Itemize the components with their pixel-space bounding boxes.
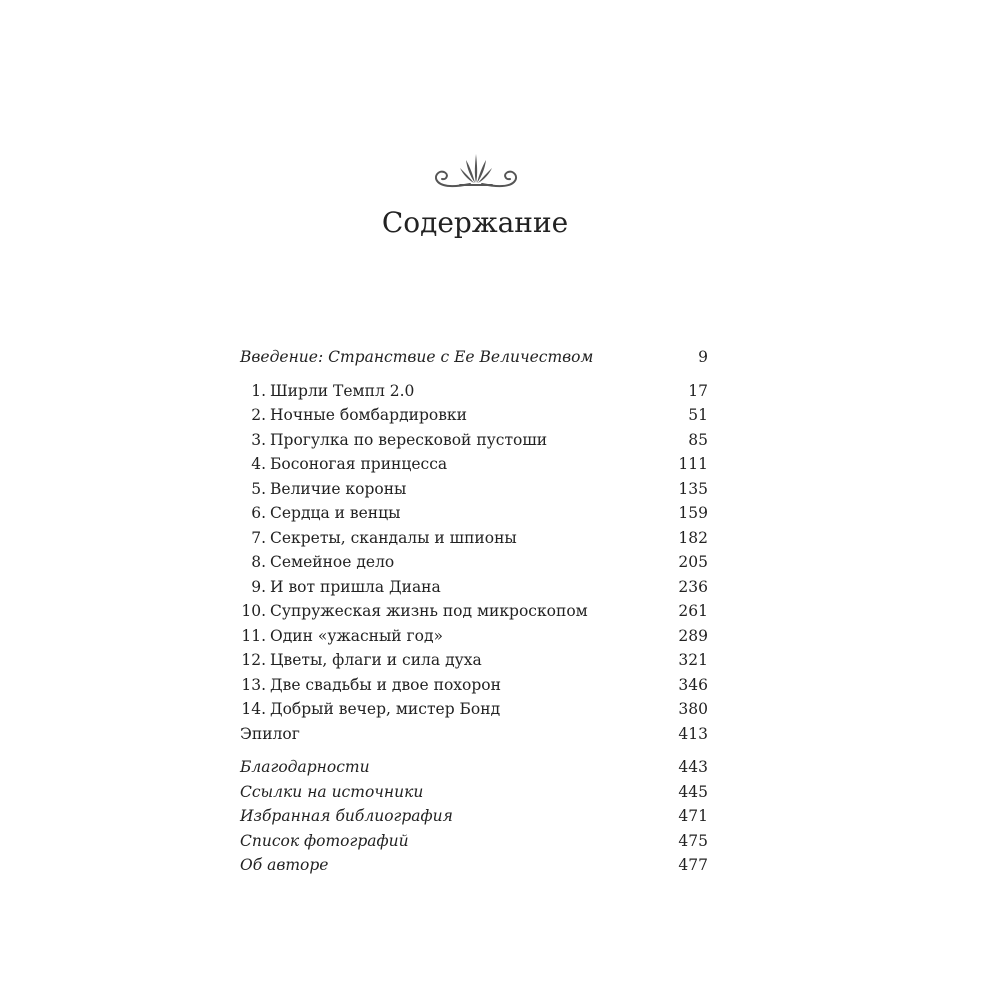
chapter-title: Супружеская жизнь под микроскопом: [270, 602, 588, 620]
page-title: Содержание: [381, 206, 569, 239]
flourish-ornament-icon: [430, 150, 522, 194]
toc-entry-page: 477: [678, 856, 708, 874]
toc-chapter-10: [240, 599, 708, 624]
chapter-page: 346: [678, 675, 708, 694]
chapter-title: Прогулка по вересковой пустоши: [270, 430, 548, 449]
chapter-number: 5.: [251, 479, 266, 498]
chapter-title: И вот пришла Диана: [270, 577, 441, 596]
chapter-title: Сердца и венцы: [270, 504, 401, 522]
toc-entry-intro: [240, 345, 708, 370]
chapter-number: 13.: [241, 675, 266, 694]
toc-chapter-2: [240, 403, 708, 428]
toc-chapter-5: [240, 477, 708, 502]
chapter-title: Секреты, скандалы и шпионы: [270, 528, 517, 547]
chapter-title: Цветы, флаги и сила духа: [270, 651, 482, 669]
chapter-page: 236: [678, 577, 708, 596]
chapter-number: 14.: [241, 700, 266, 718]
toc-entry-photo-list: [240, 829, 708, 854]
chapter-title: Величие короны: [270, 479, 407, 498]
toc-entry-page: 445: [678, 782, 708, 801]
chapter-page: 135: [678, 479, 708, 498]
toc-entry-page: 475: [678, 831, 708, 850]
table-of-contents: [240, 345, 708, 878]
chapter-title: Ночные бомбардировки: [270, 406, 467, 424]
chapter-title: Две свадьбы и двое похорон: [270, 675, 501, 694]
chapter-number: 4.: [251, 455, 266, 473]
chapter-title: Босоногая принцесса: [270, 455, 448, 473]
toc-chapter-12: [240, 648, 708, 673]
toc-entry-label: Избранная библиография: [240, 807, 453, 825]
chapter-number: 7.: [251, 528, 266, 547]
toc-chapter-8: [240, 550, 708, 575]
chapter-page: 111: [678, 455, 708, 473]
toc-entry-page: 413: [678, 724, 708, 743]
chapter-title: Добрый вечер, мистер Бонд: [270, 700, 501, 718]
toc-chapter-4: [240, 452, 708, 477]
toc-chapter-11: [240, 624, 708, 649]
toc-entry-page: 471: [678, 807, 708, 825]
chapter-title: Семейное дело: [270, 553, 395, 571]
chapter-page: 159: [678, 504, 708, 522]
toc-entry-bibliography: [240, 804, 708, 829]
toc-chapter-3: [240, 428, 708, 453]
chapter-number: 1.: [251, 381, 266, 400]
toc-entry-label: Эпилог: [240, 724, 300, 743]
chapter-number: 9.: [251, 577, 266, 596]
chapter-number: 6.: [251, 504, 266, 522]
toc-entry-label: Ссылки на источники: [240, 782, 424, 801]
toc-entry-about-author: [240, 853, 708, 878]
toc-entry-label: Об авторе: [240, 856, 329, 874]
toc-chapter-7: [240, 526, 708, 551]
toc-chapter-9: [240, 575, 708, 600]
chapter-title: Ширли Темпл 2.0: [270, 381, 415, 400]
chapter-title: Один «ужасный год»: [270, 626, 444, 645]
toc-entry-page: 9: [698, 348, 708, 366]
section-spacer: [240, 746, 708, 755]
chapter-number: 3.: [251, 430, 266, 449]
chapter-page: 321: [678, 651, 708, 669]
toc-chapter-14: [240, 697, 708, 722]
toc-entry-epilogue: [240, 722, 708, 747]
chapter-number: 8.: [251, 553, 266, 571]
toc-entry-source-notes: [240, 780, 708, 805]
toc-chapter-13: [240, 673, 708, 698]
section-spacer: [240, 370, 708, 379]
chapter-number: 2.: [251, 406, 266, 424]
toc-chapter-6: [240, 501, 708, 526]
toc-entry-label: Благодарности: [240, 758, 370, 776]
chapter-number: 12.: [241, 651, 266, 669]
chapter-page: 85: [688, 430, 708, 449]
chapter-page: 205: [678, 553, 708, 571]
toc-entry-label: Введение: Странствие с Ее Величеством: [240, 348, 594, 366]
toc-entry-acknowledgements: [240, 755, 708, 780]
chapter-page: 51: [688, 406, 708, 424]
toc-entry-label: Список фотографий: [240, 831, 409, 850]
chapter-number: 10.: [241, 602, 266, 620]
chapter-page: 17: [688, 381, 708, 400]
toc-chapter-1: [240, 379, 708, 404]
chapter-number: 11.: [241, 626, 266, 645]
toc-entry-page: 443: [678, 758, 708, 776]
chapter-page: 289: [678, 626, 708, 645]
chapter-page: 380: [678, 700, 708, 718]
chapter-page: 182: [678, 528, 708, 547]
chapter-page: 261: [678, 602, 708, 620]
